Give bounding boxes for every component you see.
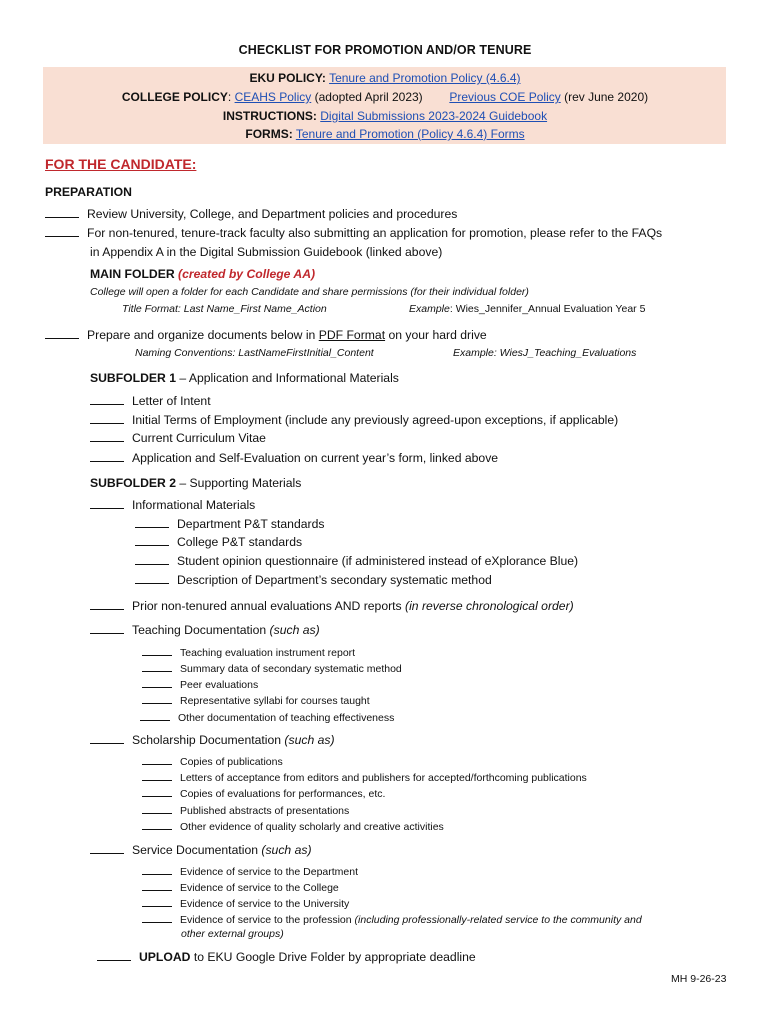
eku-policy-link[interactable]: Tenure and Promotion Policy (4.6.4) [329,71,521,85]
checkbox-line[interactable] [135,573,169,584]
candidate-heading: FOR THE CANDIDATE: [45,156,197,172]
checklist-item: Current Curriculum Vitae [90,431,266,445]
checklist-item: Scholarship Documentation (such as) [90,733,335,747]
ceahs-policy-link[interactable]: CEAHS Policy [234,90,312,104]
checkbox-line[interactable] [142,912,172,923]
checklist-item: Service Documentation (such as) [90,843,312,857]
checkbox-line[interactable] [135,517,169,528]
checkbox-line[interactable] [90,451,124,462]
checkbox-line[interactable] [142,896,172,907]
checkbox-line[interactable] [90,431,124,442]
checklist-subitem: Letters of acceptance from editors and publishers for accepted/forthcoming publications [142,770,587,784]
checkbox-line[interactable] [135,535,169,546]
checkbox-line[interactable] [142,661,172,672]
checklist-item: Prepare and organize documents below in PDF Format on your hard drive [45,328,487,342]
checklist-item-continued: in Appendix A in the Digital Submission Guidebook (linked above) [90,245,443,259]
preparation-heading: PREPARATION [45,185,132,199]
checklist-subitem: Teaching evaluation instrument report [142,645,355,659]
checkbox-line[interactable] [90,733,124,744]
document-title: CHECKLIST FOR PROMOTION AND/OR TENURE [238,43,532,57]
title-format: Title Format: Last Name_First Name_Action [122,303,327,315]
checkbox-line[interactable] [142,864,172,875]
checklist-item: Letter of Intent [90,394,211,408]
subfolder1-heading: SUBFOLDER 1 – Application and Informational Materials [90,371,399,385]
checklist-item: Review University, College, and Department policies and procedures [45,207,457,221]
checkbox-line[interactable] [142,677,172,688]
previous-coe-policy-link[interactable]: Previous COE Policy [449,90,561,104]
forms-link[interactable]: Tenure and Promotion (Policy 4.6.4) Forms [295,127,525,141]
checklist-subitem: College P&T standards [135,535,302,549]
checklist-item: Application and Self-Evaluation on current year’s form, linked above [90,451,498,465]
forms-line: FORMS: Tenure and Promotion (Policy 4.6.4) Forms [245,127,525,141]
main-folder-heading: MAIN FOLDER (created by College AA) [90,267,316,281]
checkbox-line[interactable] [142,645,172,656]
checklist-subitem: Evidence of service to the University [142,896,349,910]
checklist-subitem: Department P&T standards [135,517,324,531]
checklist-subitem: Other evidence of quality scholarly and creative activities [142,819,444,833]
checklist-subitem: Evidence of service to the Department [142,864,358,878]
checklist-subitem: Peer evaluations [142,677,258,691]
checklist-subitem: Representative syllabi for courses taught [142,693,370,707]
checkbox-line[interactable] [135,554,169,565]
checklist-item: Prior non-tenured annual evaluations AND reports (in reverse chronological order) [90,599,574,613]
checkbox-line[interactable] [97,950,131,961]
naming-conventions: Naming Conventions: LastNameFirstInitial_Content [135,347,374,359]
checkbox-line[interactable] [45,207,79,218]
checkbox-line[interactable] [142,693,172,704]
subfolder2-heading: SUBFOLDER 2 – Supporting Materials [90,476,302,490]
checkbox-line[interactable] [142,770,172,781]
checkbox-line[interactable] [45,328,79,339]
main-folder-description: College will open a folder for each Candidate and share permissions (for their individual folder) [90,286,529,298]
checklist-subitem: Evidence of service to the profession (including professionally-related service to the community and [142,912,642,926]
checklist-subitem: Published abstracts of presentations [142,803,349,817]
checklist-item: For non-tenured, tenure-track faculty also submitting an application for promotion, please refer to the FAQs [45,226,662,240]
guidebook-link[interactable]: Digital Submissions 2023-2024 Guidebook [320,109,548,123]
checklist-subitem-continued: other external groups) [181,928,284,940]
checklist-item: Informational Materials [90,498,255,512]
checklist-subitem: Copies of publications [142,754,283,768]
instructions-line: INSTRUCTIONS: Digital Submissions 2023-2024 Guidebook [222,109,548,123]
eku-policy-line: EKU POLICY: Tenure and Promotion Policy (4.6.4) [249,71,521,85]
checkbox-line[interactable] [140,710,170,721]
checkbox-line[interactable] [90,413,124,424]
checklist-subitem: Other documentation of teaching effectiveness [140,710,394,724]
checkbox-line[interactable] [90,599,124,610]
checkbox-line[interactable] [142,754,172,765]
checkbox-line[interactable] [90,394,124,405]
footer-revision: MH 9-26-23 [671,973,727,985]
checklist-item: Teaching Documentation (such as) [90,623,320,637]
college-policy-line: COLLEGE POLICY: CEAHS Policy (adopted April 2023) Previous COE Policy (rev June 2020) [121,90,649,104]
checklist-subitem: Summary data of secondary systematic method [142,661,402,675]
checkbox-line[interactable] [45,226,79,237]
checklist-subitem: Student opinion questionnaire (if administered instead of eXplorance Blue) [135,554,578,568]
checkbox-line[interactable] [142,819,172,830]
title-format-example: Example: Wies_Jennifer_Annual Evaluation Year 5 [409,303,646,315]
checkbox-line[interactable] [90,623,124,634]
checkbox-line[interactable] [90,498,124,509]
checkbox-line[interactable] [142,880,172,891]
checklist-subitem: Evidence of service to the College [142,880,339,894]
naming-example: Example: WiesJ_Teaching_Evaluations [453,347,637,359]
checkbox-line[interactable] [142,786,172,797]
upload-item: UPLOAD to EKU Google Drive Folder by appropriate deadline [97,950,476,964]
checklist-subitem: Description of Department’s secondary systematic method [135,573,492,587]
checkbox-line[interactable] [90,843,124,854]
checklist-subitem: Copies of evaluations for performances, etc. [142,786,385,800]
checklist-item: Initial Terms of Employment (include any previously agreed-upon exceptions, if applicable) [90,413,618,427]
checkbox-line[interactable] [142,803,172,814]
